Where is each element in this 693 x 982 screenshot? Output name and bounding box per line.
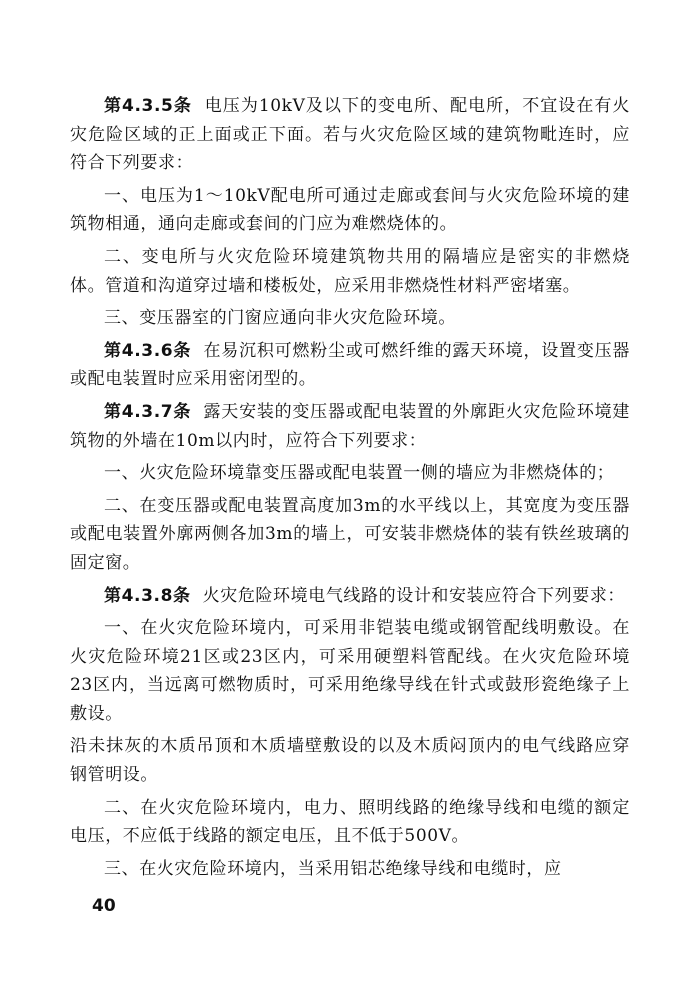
paragraph (70, 492, 630, 578)
paragraph-text: 露天安装的变压器或配电装置的外廓距火灾危险环境建筑物的外墙在10m以内时，应符合下列要求： (70, 401, 630, 451)
paragraph-text: 三、在火灾危险环境内，当采用铝芯绝缘导线和电缆时，应 (104, 858, 562, 879)
paragraph-text: 二、在变压器或配电装置高度加3m的水平线以上，其宽度为变压器或配电装置外廓两侧各加3m的墙上，可安装非燃烧体的装有铁丝玻璃的固定窗。 (70, 495, 630, 573)
paragraph (70, 459, 630, 488)
paragraph-text: 在易沉积可燃粉尘或可燃纤维的露天环境，设置变压器或配电装置时应采用密闭型的。 (70, 340, 630, 390)
clause-4-3-8 (70, 582, 630, 611)
clause-4-3-6 (70, 337, 630, 394)
paragraph-text: 火灾危险环境电气线路的设计和安装应符合下列要求： (202, 585, 626, 606)
body-text (70, 92, 630, 887)
paragraph-text: 电压为10kV及以下的变电所、配电所，不宜设在有火灾危险区域的正上面或正下面。若与火灾危险区域的建筑物毗连时，应符合下列要求： (70, 96, 630, 174)
clause-label: 第4.3.6条 (104, 340, 192, 361)
paragraph-text: 三、变压器室的门窗应通向非火灾危险环境。 (104, 308, 456, 329)
clause-label: 第4.3.7条 (104, 401, 192, 422)
paragraph (70, 243, 630, 300)
clause-4-3-7 (70, 398, 630, 455)
clause-4-3-5 (70, 92, 630, 178)
paragraph (70, 614, 630, 728)
paragraph (70, 732, 630, 789)
paragraph-text: 沿未抹灰的木质吊顶和木质墙壁敷设的以及木质闷顶内的电气线路应穿钢管明设。 (70, 736, 630, 786)
paragraph-text: 一、在火灾危险环境内，可采用非铠装电缆或钢管配线明敷设。在火灾危险环境21区或23区内，可采用硬塑料管配线。在火灾危险环境23区内，当远离可燃物质时，可采用绝缘导线在针式或鼓形瓷绝缘子上敷设。 (70, 618, 630, 724)
paragraph (70, 182, 630, 239)
clause-label: 第4.3.5条 (104, 96, 192, 116)
paragraph (70, 794, 630, 851)
paragraph-text: 二、变电所与火灾危险环境建筑物共用的隔墙应是密实的非燃烧体。管道和沟道穿过墙和楼板处，应采用非燃烧性材料严密堵塞。 (70, 246, 630, 296)
paragraph-text: 二、在火灾危险环境内，电力、照明线路的绝缘导线和电缆的额定电压，不应低于线路的额定电压，且不低于500V。 (70, 797, 630, 847)
page-number: 40 (92, 896, 116, 916)
paragraph-text: 一、电压为1～10kV配电所可通过走廊或套间与火灾危险环境的建筑物相通，通向走廊或套间的门应为难燃烧体的。 (70, 185, 630, 235)
paragraph-text: 一、火灾危险环境靠变压器或配电装置一侧的墙应为非燃烧体的； (104, 463, 615, 484)
paragraph (70, 304, 630, 333)
clause-label: 第4.3.8条 (104, 585, 191, 606)
paragraph (70, 855, 630, 884)
